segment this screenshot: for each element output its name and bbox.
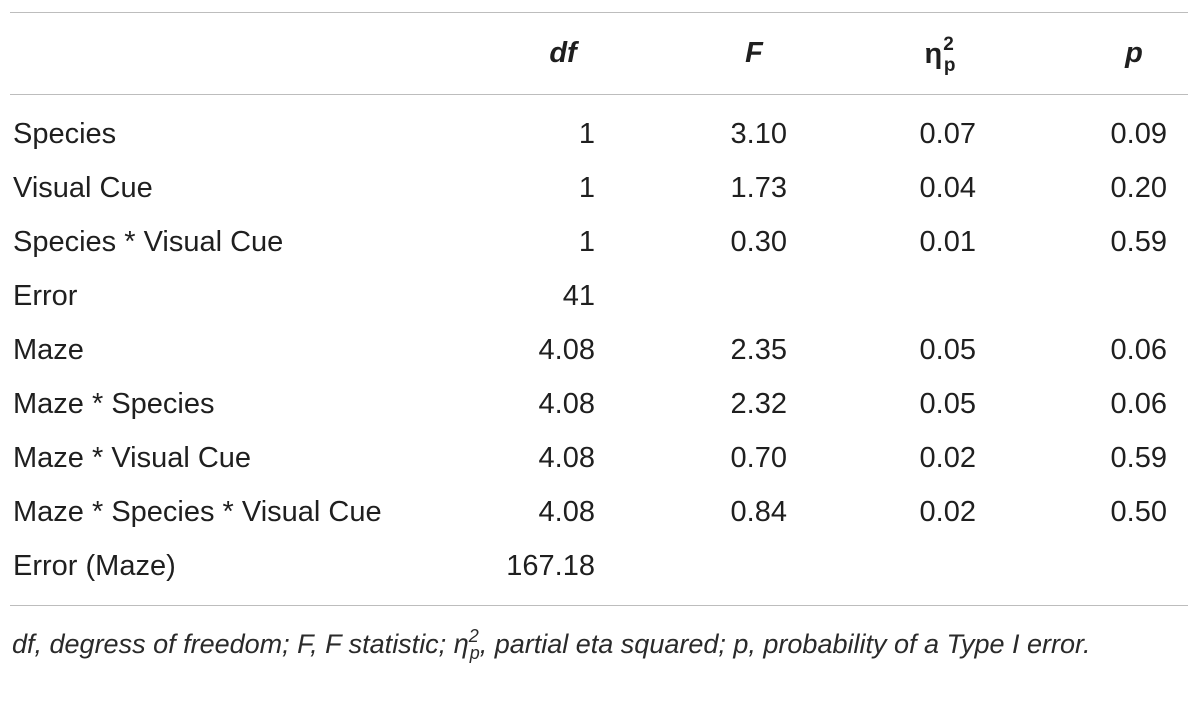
header-f: F [745, 37, 763, 69]
footnote-eta-symbol: η [453, 629, 469, 659]
footnote-part2: , partial eta squared; p, probability of a Type I error. [479, 629, 1091, 659]
cell-df: 4.08 [538, 388, 595, 420]
cell-effect: Species [13, 118, 117, 150]
cell-p: 0.59 [1110, 442, 1167, 474]
cell-eta: 0.01 [919, 226, 976, 258]
cell-eta: 0.02 [919, 496, 976, 528]
cell-p: 0.50 [1110, 496, 1167, 528]
footnote-part1: df, degress of freedom; F, F statistic; [12, 629, 454, 659]
cell-df: 4.08 [538, 334, 595, 366]
cell-effect: Species * Visual Cue [13, 226, 284, 258]
cell-p: 0.06 [1110, 334, 1167, 366]
footnote-eta-subscript: p [469, 643, 480, 663]
cell-f: 1.73 [730, 172, 787, 204]
cell-df: 1 [578, 172, 595, 204]
cell-df: 167.18 [506, 550, 595, 582]
header-p: p [1125, 37, 1143, 69]
cell-f: 0.84 [730, 496, 787, 528]
cell-effect: Maze [13, 334, 84, 366]
table-top-rule [10, 12, 1188, 13]
cell-eta: 0.05 [919, 388, 976, 420]
header-eta [924, 34, 956, 76]
cell-p: 0.20 [1110, 172, 1167, 204]
cell-eta: 0.02 [919, 442, 976, 474]
cell-p: 0.59 [1110, 226, 1167, 258]
footnote-eta-superscript: 2 [468, 626, 479, 646]
header-eta-symbol: η [924, 38, 943, 70]
cell-eta: 0.07 [919, 118, 976, 150]
cell-f: 3.10 [730, 118, 787, 150]
table-footnote [12, 622, 1188, 669]
cell-effect: Error [13, 280, 78, 312]
table-bottom-rule [10, 605, 1188, 606]
cell-effect: Visual Cue [13, 172, 153, 204]
cell-eta: 0.04 [919, 172, 976, 204]
cell-effect: Error (Maze) [13, 550, 176, 582]
cell-df: 41 [562, 280, 595, 312]
cell-p: 0.09 [1110, 118, 1167, 150]
cell-effect: Maze * Visual Cue [13, 442, 252, 474]
header-eta-subscript: p [943, 55, 956, 76]
cell-effect: Maze * Species [13, 388, 215, 420]
cell-effect: Maze * Species * Visual Cue [13, 496, 382, 528]
cell-df: 4.08 [538, 442, 595, 474]
header-eta-superscript: 2 [943, 34, 954, 55]
cell-f: 0.70 [730, 442, 787, 474]
header-bottom-rule [10, 94, 1188, 95]
cell-f: 2.35 [730, 334, 787, 366]
cell-f: 2.32 [730, 388, 787, 420]
header-df: df [549, 37, 577, 69]
cell-f: 0.30 [730, 226, 787, 258]
cell-eta: 0.05 [919, 334, 976, 366]
cell-df: 1 [578, 226, 595, 258]
cell-df: 1 [578, 118, 595, 150]
cell-df: 4.08 [538, 496, 595, 528]
cell-p: 0.06 [1110, 388, 1167, 420]
